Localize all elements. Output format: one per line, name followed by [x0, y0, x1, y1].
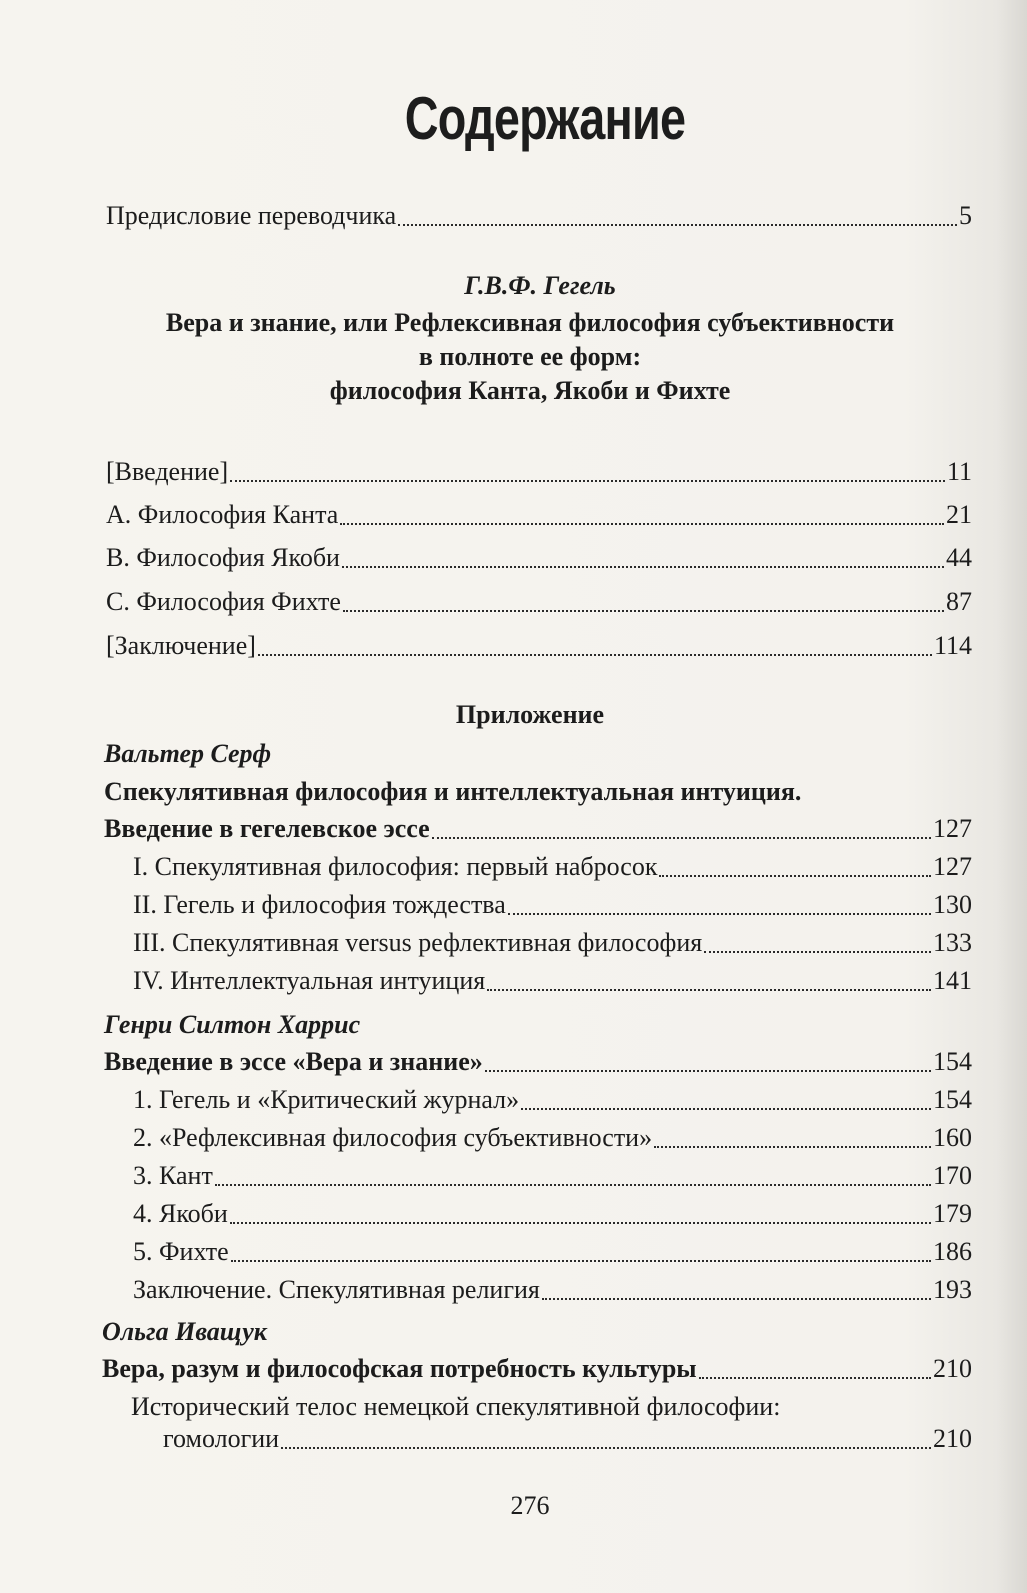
leader-dots — [487, 989, 931, 991]
leader-dots — [343, 610, 944, 612]
toc-entry-label: III. Спекулятивная versus рефлективная философия — [133, 928, 703, 957]
toc-entry-page: 210 — [933, 1354, 972, 1383]
toc-entry[interactable] — [133, 1160, 972, 1192]
toc-entry-label: 5. Фихте — [133, 1237, 229, 1266]
toc-entry-label: I. Спекулятивная философия: первый набросок — [133, 852, 658, 881]
page-title: Содержание — [404, 85, 686, 152]
toc-entry-label: 2. «Рефлексивная философия субъективности» — [133, 1123, 653, 1152]
toc-entry-label: II. Гегель и философия тождества — [133, 890, 506, 919]
work-title-line3: философия Канта, Якоби и Фихте — [329, 376, 731, 405]
toc-entry-label: 1. Гегель и «Критический журнал» — [133, 1085, 520, 1114]
toc-entry-label: [Заключение] — [106, 631, 256, 660]
toc-entry-label: C. Философия Фихте — [106, 587, 341, 616]
toc-entry-page: 154 — [933, 1085, 972, 1114]
toc-entry-label: 4. Якоби — [133, 1199, 228, 1228]
leader-dots — [659, 875, 931, 877]
toc-entry-page: 5 — [959, 201, 972, 230]
section-author-cerf: Вальтер Серф — [104, 739, 272, 768]
toc-entry-page: 193 — [933, 1275, 972, 1304]
work-title-line2: в полноте ее форм: — [418, 342, 642, 371]
toc-entry-page: 130 — [933, 890, 972, 919]
toc-entry-label: B. Философия Якоби — [106, 543, 340, 572]
toc-entry-label: Введение в эссе «Вера и знание» — [104, 1047, 483, 1076]
page-number: 276 — [510, 1491, 550, 1520]
toc-entry-page: 170 — [933, 1161, 972, 1190]
toc-entry-page: 179 — [933, 1199, 972, 1228]
toc-entry[interactable] — [106, 586, 972, 618]
leader-dots — [654, 1146, 931, 1148]
toc-entry-label: гомологии — [163, 1424, 280, 1453]
leader-dots — [281, 1447, 931, 1449]
toc-entry-label: Вера, разум и философская потребность культуры — [102, 1354, 697, 1383]
toc-entry-page: 154 — [933, 1047, 972, 1076]
leader-dots — [215, 1184, 931, 1186]
appendix-heading: Приложение — [455, 700, 605, 729]
toc-entry-page: 186 — [933, 1237, 972, 1266]
leader-dots — [542, 1298, 931, 1300]
toc-entry-page: 127 — [933, 852, 972, 881]
toc-entry-page: 114 — [933, 631, 972, 660]
leader-dots — [704, 951, 931, 953]
toc-entry-label: IV. Интеллектуальная интуиция — [133, 966, 486, 995]
toc-entry[interactable] — [133, 965, 972, 997]
leader-dots — [521, 1108, 931, 1110]
toc-entry-label: Введение в гегелевское эссе — [104, 814, 430, 843]
toc-entry-label: Предисловие переводчика — [106, 201, 397, 230]
leader-dots — [485, 1070, 931, 1072]
leader-dots — [230, 1222, 931, 1224]
toc-entry-page: 210 — [933, 1424, 972, 1453]
toc-entry-page: 160 — [933, 1123, 972, 1152]
toc-entry[interactable] — [106, 542, 972, 574]
leader-dots — [230, 480, 945, 482]
toc-entry-page: 87 — [946, 587, 972, 616]
leader-dots — [508, 913, 931, 915]
work-title-line1: Вера и знание, или Рефлексивная философия субъективности — [165, 308, 895, 337]
leader-dots — [258, 654, 932, 656]
section-author-harris: Генри Силтон Харрис — [104, 1010, 361, 1039]
toc-entry-ivashchuk-intro[interactable] — [102, 1353, 972, 1385]
leader-dots — [432, 837, 931, 839]
toc-entry-label: Заключение. Спекулятивная религия — [133, 1275, 540, 1304]
toc-entry[interactable] — [163, 1423, 972, 1455]
toc-entry-label-line1: Исторический телос немецкой спекулятивной философии: — [131, 1392, 781, 1421]
toc-entry[interactable] — [133, 927, 972, 959]
toc-entry-label: 3. Кант — [133, 1161, 213, 1190]
toc-entry[interactable] — [133, 1274, 972, 1306]
toc-entry-page: 141 — [933, 966, 972, 995]
toc-entry-page: 127 — [933, 814, 972, 843]
toc-entry-page: 21 — [946, 500, 972, 529]
toc-entry[interactable] — [133, 1084, 972, 1116]
toc-entry[interactable] — [106, 630, 972, 662]
toc-entry-cerf-intro[interactable] — [104, 813, 972, 845]
essay-title-cerf: Спекулятивная философия и интеллектуальная интуиция. — [104, 777, 802, 806]
toc-entry[interactable] — [106, 456, 972, 488]
toc-entry[interactable] — [133, 1198, 972, 1230]
toc-entry-page: 44 — [946, 543, 972, 572]
toc-entry-preface[interactable] — [106, 200, 972, 232]
toc-entry[interactable] — [106, 499, 972, 531]
section-author-hegel: Г.В.Ф. Гегель — [464, 271, 616, 300]
toc-entry[interactable] — [133, 1236, 972, 1268]
toc-entry-harris-intro[interactable] — [104, 1046, 972, 1078]
leader-dots — [699, 1377, 931, 1379]
toc-entry-label: [Введение] — [106, 457, 229, 486]
leader-dots — [231, 1260, 931, 1262]
section-author-ivashchuk: Ольга Иващук — [102, 1317, 267, 1346]
leader-dots — [340, 523, 944, 525]
toc-entry[interactable] — [133, 889, 972, 921]
toc-entry-page: 11 — [946, 457, 972, 486]
toc-entry[interactable] — [133, 1122, 972, 1154]
toc-entry-label: A. Философия Канта — [106, 500, 339, 529]
leader-dots — [342, 566, 944, 568]
toc-entry[interactable] — [133, 851, 972, 883]
toc-entry-page: 133 — [933, 928, 972, 957]
leader-dots — [398, 224, 957, 226]
